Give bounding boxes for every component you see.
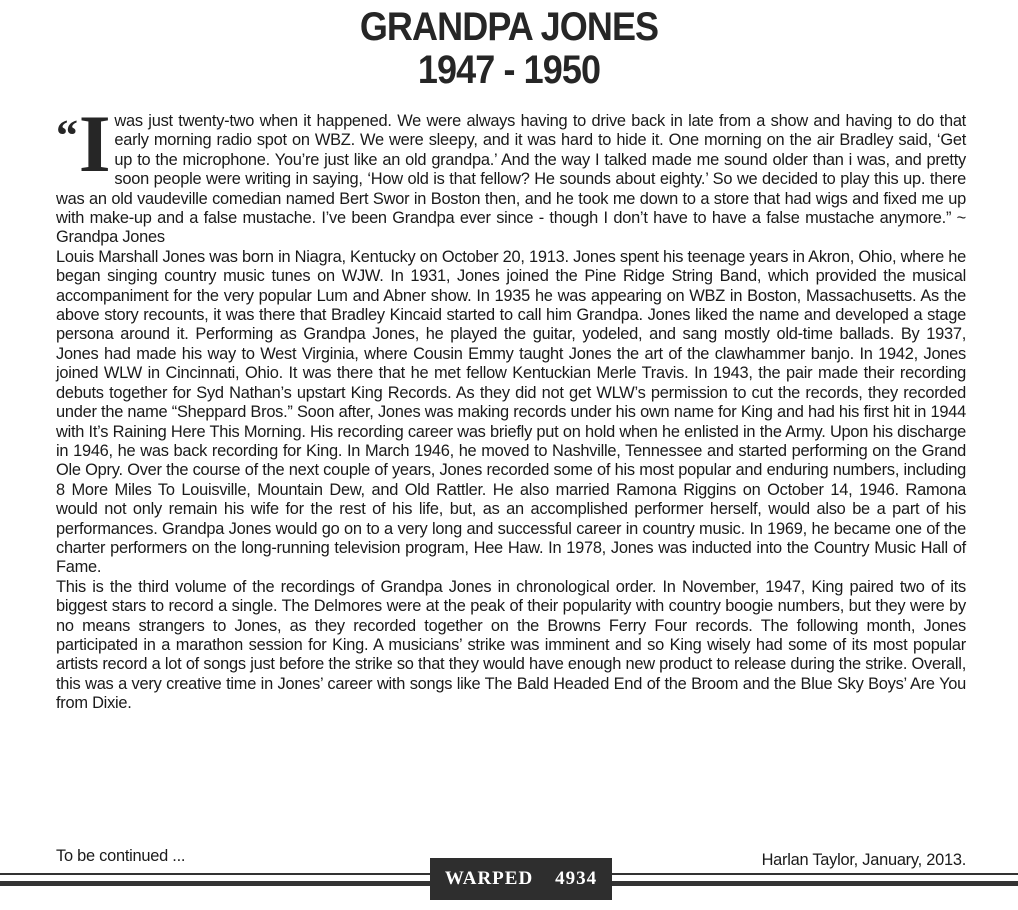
label-name: WARPED bbox=[444, 868, 534, 889]
quote-mark-icon: “ bbox=[56, 111, 78, 160]
liner-notes-body bbox=[56, 98, 966, 714]
page-title: GRANDPA JONES bbox=[359, 5, 659, 49]
to-be-continued-text: To be continued ... bbox=[56, 847, 186, 865]
volume-paragraph: This is the third volume of the recordings of Grandpa Jones in chronological order. In November, 1947, King paired two of its biggest stars to record a single. The Delmores were at the peak of their popularity with country boogie numbers, but they were by no means strangers to Jones, as they recorded together on the Browns Ferry Four records. The following month, Jones participated in a marathon session for King. A musicians’ strike was imminent and so King wisely had some of its most popular artists record a lot of songs just before the strike so that they would have enough new product to release during the strike. Overall, this was a very creative time in Jones’ career with songs like The Bald Headed End of the Broom and the Blue Sky Boys’ Are You from Dixie. bbox=[56, 577, 966, 713]
opening-quote-paragraph bbox=[56, 98, 966, 248]
page-subtitle-years: 1947 - 1950 bbox=[417, 48, 601, 92]
author-signature: Harlan Taylor, January, 2013. bbox=[761, 851, 966, 869]
drop-cap-letter: I bbox=[78, 98, 111, 189]
catalog-number: 4934 bbox=[555, 868, 598, 889]
catalog-badge bbox=[430, 858, 612, 900]
quote-text: was just twenty-two when it happened. We were always having to drive back in late from a show and having to do that early morning radio spot on WBZ. We were sleepy, and it was hard to hide it. One morning on the air Bradley said, ‘Get up to the microphone. You’re just like an old grandpa.’ And the way I talked made me sound older than i was, and pretty soon people were writing in saying, ‘How old is that fellow? He sounds about eighty.’ So we decided to play this up. there was an old vaudeville comedian named Bert Swor in Boston then, and he took me down to a store that had wigs and fixed me up with make-up and a false mustache. I’ve been Grandpa ever since - though I don’t have to have a false mustache anymore.” ~ Grandpa Jones bbox=[56, 112, 966, 247]
drop-cap-block bbox=[56, 98, 111, 189]
biography-paragraph: Louis Marshall Jones was born in Niagra, Kentucky on October 20, 1913. Jones spent his teenage years in Akron, Ohio, where he began singing country music tunes on WJW. In 1931, Jones joined the Pine Ridge String Band, which provided the musical accompaniment for the very popular Lum and Abner show. In 1935 he was appearing on WBZ in Boston, Massachusetts. As the above story recounts, it was there that Bradley Kincaid started to call him Grandpa. Jones liked the name and developed a stage persona around it. Performing as Grandpa Jones, he played the guitar, yodeled, and sang mostly old-time ballads. By 1937, Jones had made his way to West Virginia, where Cousin Emmy taught Jones the art of the clawhammer banjo. In 1942, Jones joined WLW in Cincinnati, Ohio. It was there that he met fellow Kentuckian Merle Travis. In 1943, the pair made their recording debuts together for Syd Nathan’s upstart King Records. As they did not get WLW’s permission to cut the records, they recorded under the name “Sheppard Bros.” Soon after, Jones was making records under his own name for King and had his first hit in 1944 with It’s Raining Here This Morning. His recording career was briefly put on hold when he enlisted in the Army. Upon his discharge in 1946, he was back recording for King. In March 1946, he moved to Nashville, Tennessee and started performing on the Grand Ole Opry. Over the course of the next couple of years, Jones recorded some of his most popular and enduring numbers, including 8 More Miles To Louisville, Mountain Dew, and Old Rattler. He also married Ramona Riggins on October 14, 1946. Ramona would not only remain his wife for the rest of his life, but, as an accomplished performer herself, would also be a part of his performances. Grandpa Jones would go on to a very long and successful career in country music. In 1969, he became one of the charter performers on the long-running television program, Hee Haw. In 1978, Jones was inducted into the Country Music Hall of Fame. bbox=[56, 247, 966, 577]
